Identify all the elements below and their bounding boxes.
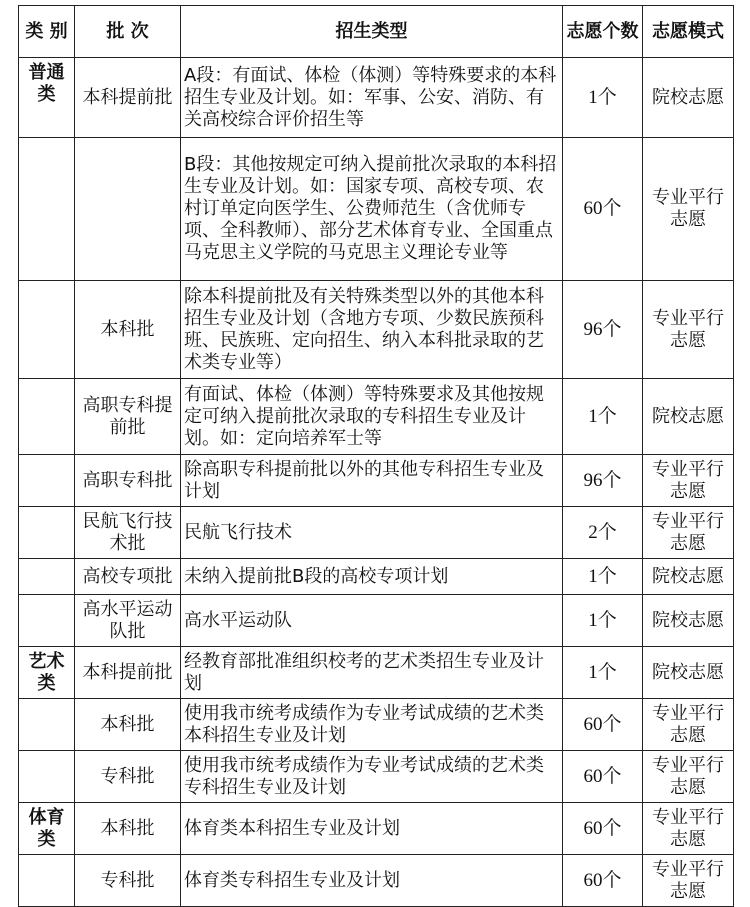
type-cell: 经教育部批准组织校考的艺术类招生专业及计划 (181, 647, 563, 699)
category-cell: 体育类 (19, 803, 75, 855)
count-cell: 1个 (563, 379, 643, 455)
category-cell: 普通类 (19, 58, 75, 138)
type-cell: 民航飞行技术 (181, 507, 563, 559)
count-cell: 1个 (563, 559, 643, 595)
mode-cell: 专业平行志愿 (643, 138, 734, 281)
batch-cell: 高职专科批 (75, 455, 181, 507)
mode-cell: 专业平行志愿 (643, 507, 734, 559)
count-cell: 96个 (563, 281, 643, 379)
count-cell: 60个 (563, 751, 643, 803)
type-cell: 高水平运动队 (181, 595, 563, 647)
table-row (19, 455, 734, 507)
mode-cell: 专业平行志愿 (643, 281, 734, 379)
batch-cell: 高校专项批 (75, 559, 181, 595)
batch-cell: 本科提前批 (75, 647, 181, 699)
type-cell: A段：有面试、体检（体测）等特殊要求的本科招生专业及计划。如：军事、公安、消防、有关高校综合评价招生等 (181, 58, 563, 138)
table-row (19, 751, 734, 803)
type-cell: 体育类专科招生专业及计划 (181, 855, 563, 907)
mode-cell: 院校志愿 (643, 559, 734, 595)
count-cell: 2个 (563, 507, 643, 559)
header-batch: 批 次 (75, 6, 181, 58)
table-row (19, 595, 734, 647)
batch-cell (75, 138, 181, 281)
category-cell (19, 751, 75, 803)
batch-cell: 高职专科提前批 (75, 379, 181, 455)
header-category: 类 别 (19, 6, 75, 58)
type-cell: 除本科提前批及有关特殊类型以外的其他本科招生专业及计划（含地方专项、少数民族预科班、民族班、定向招生、纳入本科批录取的艺术类专业等） (181, 281, 563, 379)
batch-cell: 本科提前批 (75, 58, 181, 138)
type-cell: 未纳入提前批B段的高校专项计划 (181, 559, 563, 595)
category-cell (19, 455, 75, 507)
mode-cell: 院校志愿 (643, 379, 734, 455)
mode-cell: 院校志愿 (643, 595, 734, 647)
count-cell: 60个 (563, 699, 643, 751)
type-cell: 除高职专科提前批以外的其他专科招生专业及计划 (181, 455, 563, 507)
category-cell (19, 281, 75, 379)
table-row (19, 559, 734, 595)
category-cell: 艺术类 (19, 647, 75, 699)
header-count: 志愿个数 (563, 6, 643, 58)
count-cell: 60个 (563, 803, 643, 855)
count-cell: 1个 (563, 58, 643, 138)
batch-cell: 本科批 (75, 281, 181, 379)
category-cell (19, 138, 75, 281)
count-cell: 60个 (563, 138, 643, 281)
category-cell (19, 379, 75, 455)
type-cell: 体育类本科招生专业及计划 (181, 803, 563, 855)
table-row (19, 699, 734, 751)
type-cell: 有面试、体检（体测）等特殊要求及其他按规定可纳入提前批次录取的专科招生专业及计划。如：定向培养军士等 (181, 379, 563, 455)
category-cell (19, 595, 75, 647)
batch-cell: 高水平运动队批 (75, 595, 181, 647)
mode-cell: 专业平行志愿 (643, 455, 734, 507)
batch-cell: 本科批 (75, 803, 181, 855)
category-cell (19, 699, 75, 751)
mode-cell: 专业平行志愿 (643, 751, 734, 803)
table-row (19, 281, 734, 379)
mode-cell: 院校志愿 (643, 647, 734, 699)
category-cell (19, 855, 75, 907)
batch-cell: 专科批 (75, 751, 181, 803)
count-cell: 96个 (563, 455, 643, 507)
category-cell (19, 507, 75, 559)
count-cell: 1个 (563, 595, 643, 647)
table-row (19, 507, 734, 559)
admission-table (18, 5, 734, 907)
count-cell: 60个 (563, 855, 643, 907)
table-row (19, 803, 734, 855)
table-row (19, 58, 734, 138)
type-cell: 使用我市统考成绩作为专业考试成绩的艺术类本科招生专业及计划 (181, 699, 563, 751)
mode-cell: 专业平行志愿 (643, 699, 734, 751)
header-type: 招生类型 (181, 6, 563, 58)
batch-cell: 专科批 (75, 855, 181, 907)
mode-cell: 院校志愿 (643, 58, 734, 138)
type-cell: 使用我市统考成绩作为专业考试成绩的艺术类专科招生专业及计划 (181, 751, 563, 803)
header-row (19, 6, 734, 58)
type-cell: B段：其他按规定可纳入提前批次录取的本科招生专业及计划。如：国家专项、高校专项、农村订单定向医学生、公费师范生（含优师专项、全科教师）、部分艺术体育专业、全国重点马克思主义学院的马克思主义理论专业等 (181, 138, 563, 281)
table-row (19, 138, 734, 281)
table-row (19, 855, 734, 907)
table-row (19, 647, 734, 699)
batch-cell: 本科批 (75, 699, 181, 751)
header-mode: 志愿模式 (643, 6, 734, 58)
table-row (19, 379, 734, 455)
mode-cell: 专业平行志愿 (643, 803, 734, 855)
batch-cell: 民航飞行技术批 (75, 507, 181, 559)
mode-cell: 专业平行志愿 (643, 855, 734, 907)
admission-table-container (18, 5, 733, 907)
count-cell: 1个 (563, 647, 643, 699)
category-cell (19, 559, 75, 595)
